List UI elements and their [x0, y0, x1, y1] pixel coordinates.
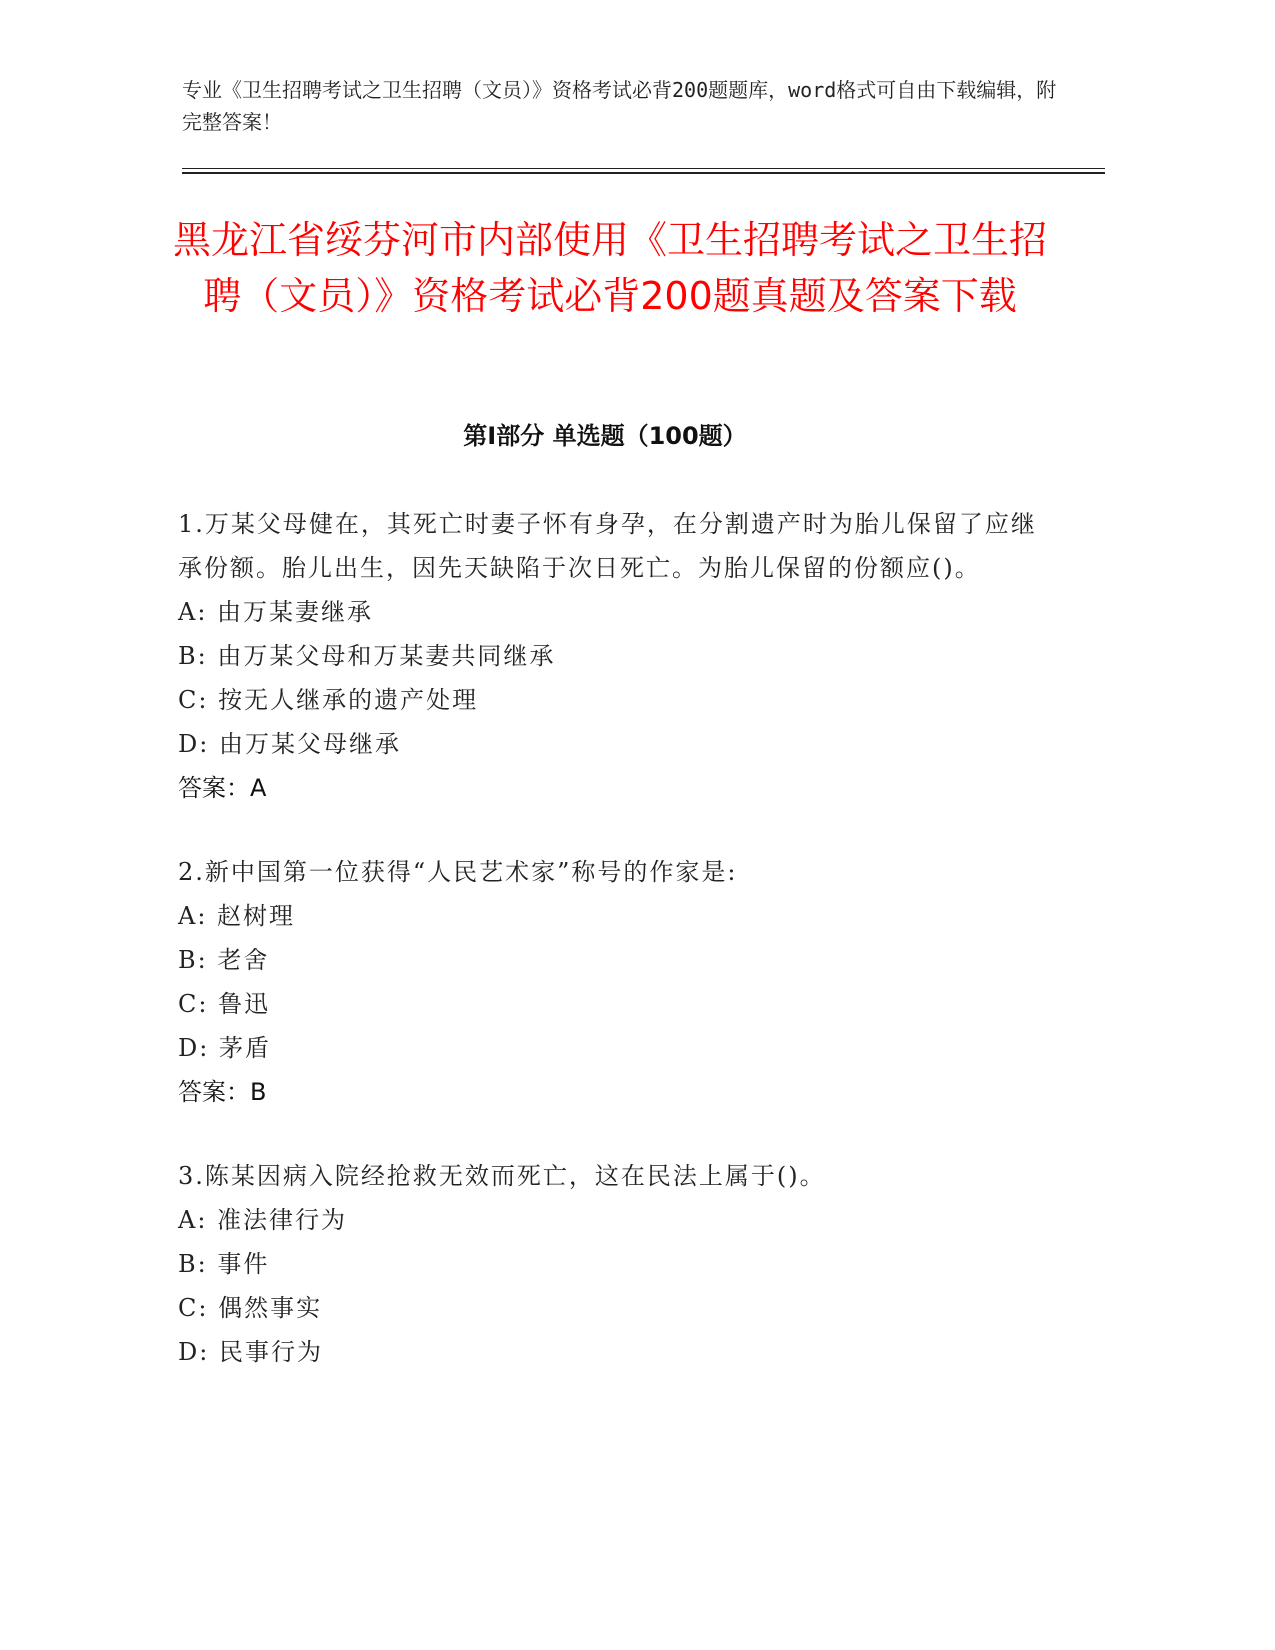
option-a: A: 由万某妻继承: [178, 598, 374, 626]
option-b: B: 事件: [178, 1250, 270, 1278]
section-heading: 第Ⅰ部分 单选题（100题）: [463, 422, 747, 450]
option-a: A: 赵树理: [178, 902, 296, 930]
option-d: D: 茅盾: [178, 1034, 271, 1062]
option-a: A: 准法律行为: [178, 1206, 348, 1234]
question-3: [178, 1154, 1038, 1374]
option-d: D: 由万某父母继承: [178, 730, 401, 758]
question-1: [178, 502, 1038, 810]
option-c: C: 鲁迅: [178, 990, 271, 1018]
question-text: 1.万某父母健在，其死亡时妻子怀有身孕，在分割遗产时为胎儿保留了应继承份额。胎儿出生，因先天缺陷于次日死亡。为胎儿保留的份额应()。: [178, 510, 1037, 582]
question-list: [178, 502, 1038, 1414]
question-2: [178, 850, 1038, 1114]
question-text: 3.陈某因病入院经抢救无效而死亡，这在民法上属于()。: [178, 1162, 826, 1190]
header-note: 专业《卫生招聘考试之卫生招聘（文员）》资格考试必背200题题库，word格式可自由下载编辑，附完整答案！: [182, 78, 1057, 134]
option-c: C: 按无人继承的遗产处理: [178, 686, 479, 714]
answer: 答案：B: [178, 1078, 267, 1106]
option-b: B: 由万某父母和万某妻共同继承: [178, 642, 556, 670]
document-title: 黑龙江省绥芬河市内部使用《卫生招聘考试之卫生招聘（文员）》资格考试必背200题真题及答案下载: [172, 218, 1047, 318]
option-c: C: 偶然事实: [178, 1294, 323, 1322]
option-b: B: 老舍: [178, 946, 270, 974]
option-d: D: 民事行为: [178, 1338, 323, 1366]
answer: 答案：A: [178, 774, 267, 802]
header-divider-bottom: [182, 172, 1105, 174]
header-divider-top: [182, 168, 1105, 169]
question-text: 2.新中国第一位获得“人民艺术家”称号的作家是:: [178, 858, 738, 886]
